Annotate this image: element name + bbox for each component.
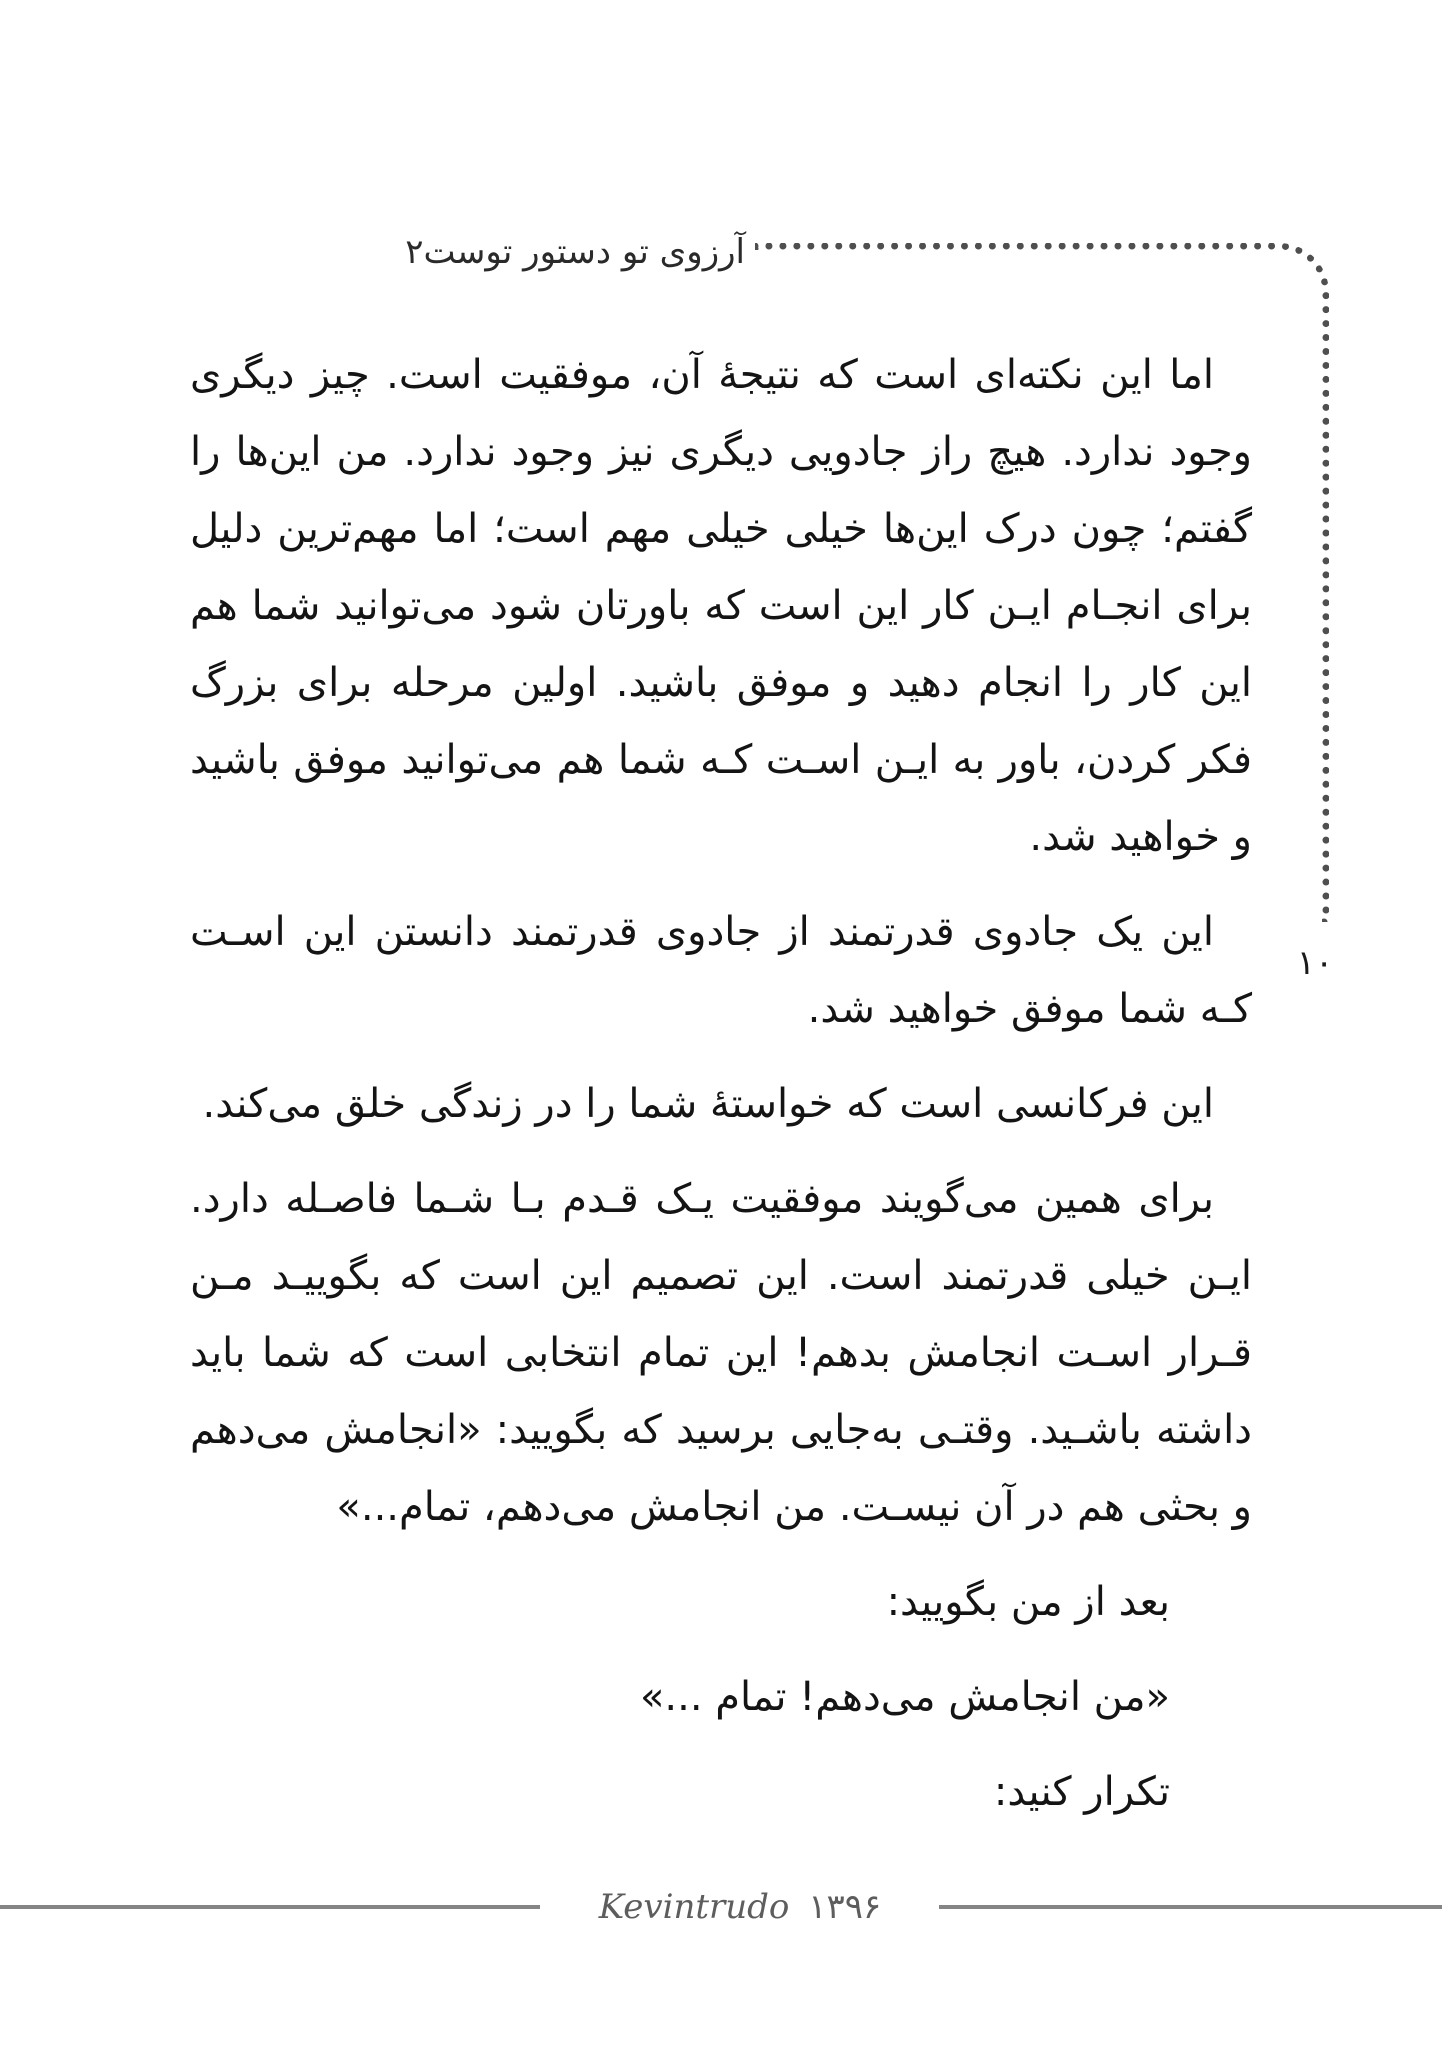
running-head-title: آرزوی تو دستور توست۲ (405, 232, 745, 272)
paragraph-5: بعد از من بگویید: (886, 1579, 1170, 1625)
paragraph-3: این فرکانسی است که خواستهٔ شما را در زندگی خلق می‌کند. (202, 1081, 1214, 1127)
paragraph-2: این یک جادوی قدرتمند از جادوی قدرتمند دانستن این اسـت کـه شما موفق خواهید شد. (190, 909, 1252, 1032)
page-number: ۱۰ (1296, 943, 1334, 983)
paragraph-6: «من انجامش می‌دهم! تمام ...» (639, 1674, 1170, 1720)
paragraph-1: اما این نکته‌ای است که نتیجهٔ آن، موفقیت است. چیز دیگری وجود ندارد. هیچ راز جادویی دیگری نیز وجود ندارد. من این‌ها را گفتم؛ چون درک این‌ها خیلی خیلی مهم است؛ اما مهم‌ترین دلیل برای انجـام ایـن کار این است که باورتان شود می‌توانید شما هم این کار را انجام دهید و موفق باشید. اولین مرحله برای بزرگ فکر کردن، باور به ایـن اسـت کـه شما هم می‌توانید موفق باشید و خواهید شد. (190, 352, 1252, 860)
footer-rule-left (0, 1905, 540, 1909)
paragraph-7: تکرار کنید: (993, 1769, 1170, 1815)
footer-rule-right (939, 1905, 1442, 1909)
footer-year: ۱۳۹۶ (808, 1887, 882, 1927)
footer-imprint (555, 1882, 925, 1932)
paragraph-4: برای همین می‌گویند موفقیت یـک قـدم بـا شـما فاصـله دارد. ایـن خیلی قدرتمند است. این تصمیم این است که بگوییـد مـن قـرار اسـت انجامش بدهم! این تمام انتخابی است که شما باید داشته باشـید. وقتـی به‌جایی برسید که بگویید: «انجامش می‌دهم و بحثی هم در آن نیسـت. من انجامش می‌دهم، تمام...» (190, 1176, 1252, 1530)
body-text (190, 337, 1252, 1849)
footer-publisher: Kevintrudo (598, 1887, 790, 1927)
